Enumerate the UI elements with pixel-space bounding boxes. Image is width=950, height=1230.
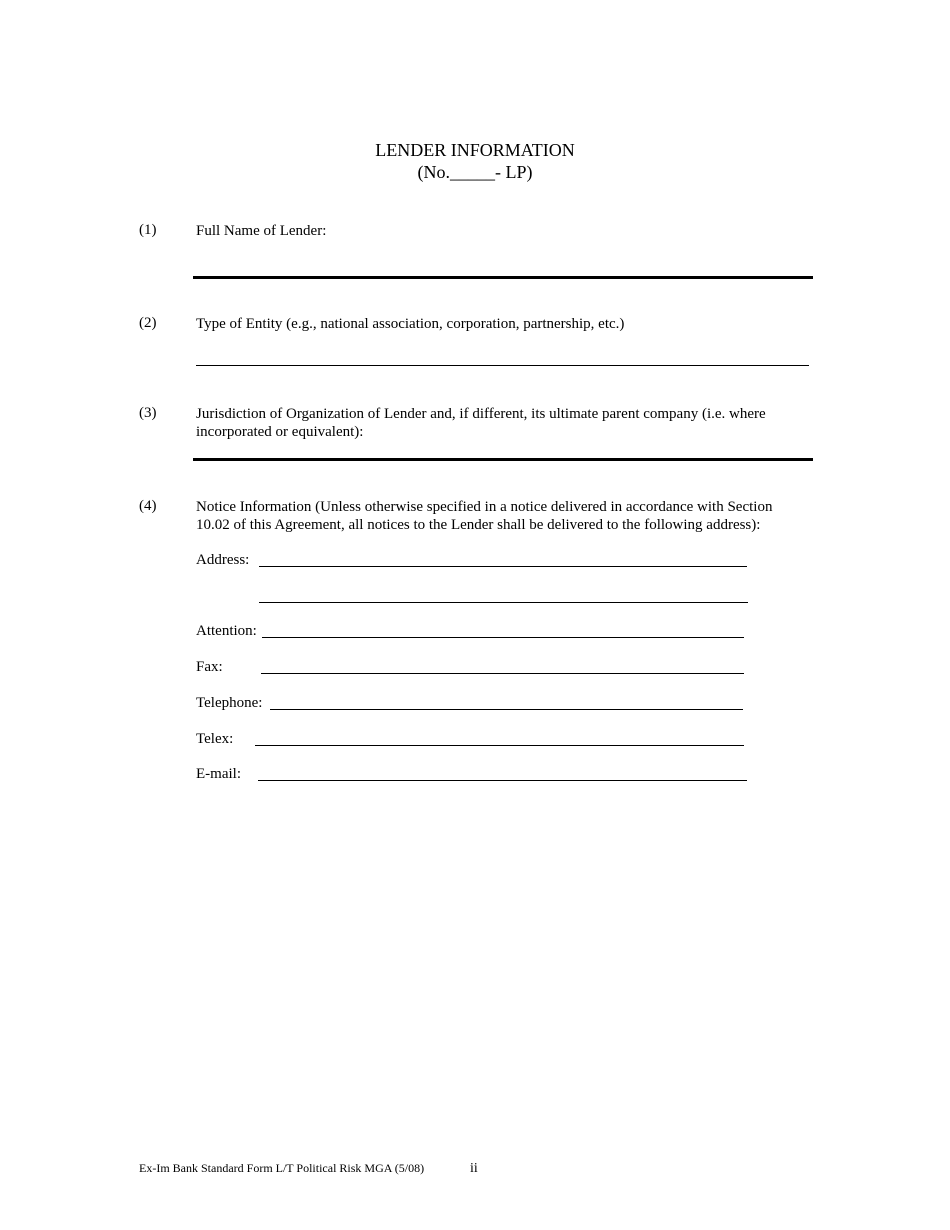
footer-form-name: Ex-Im Bank Standard Form L/T Political Risk MGA (5/08) (139, 1161, 425, 1175)
address-line-1[interactable] (259, 566, 747, 567)
attention-label: Attention: (196, 623, 257, 639)
document-number: (No._____- LP) (417, 162, 533, 182)
fax-line[interactable] (261, 673, 744, 674)
section-3-label: Jurisdiction of Organization of Lender and, if different, its ultimate parent company (i.e. where incorporated or equivalent): (196, 406, 766, 440)
section-4-number: (4) (139, 498, 157, 514)
telephone-label: Telephone: (196, 695, 263, 711)
section-1-label: Full Name of Lender: (196, 223, 327, 239)
attention-line[interactable] (262, 637, 744, 638)
email-label: E-mail: (196, 766, 241, 782)
telex-label: Telex: (196, 731, 234, 747)
telephone-line[interactable] (270, 709, 743, 710)
address-line-2[interactable] (259, 602, 748, 603)
entity-type-line[interactable] (196, 365, 809, 366)
section-2-label: Type of Entity (e.g., national association, corporation, partnership, etc.) (196, 316, 625, 332)
lender-name-line[interactable] (193, 276, 813, 279)
section-3-number: (3) (139, 405, 157, 421)
jurisdiction-line[interactable] (193, 458, 813, 461)
section-1-number: (1) (139, 222, 157, 238)
document-title: LENDER INFORMATION (375, 140, 575, 160)
telex-line[interactable] (255, 745, 744, 746)
page-number: ii (470, 1161, 478, 1176)
section-4-label: Notice Information (Unless otherwise specified in a notice delivered in accordance with Section 10.02 of this Agreement, all notices to the Lender shall be delivered to the following address): (196, 499, 773, 533)
section-2-number: (2) (139, 315, 157, 331)
fax-label: Fax: (196, 659, 223, 675)
email-line[interactable] (258, 780, 747, 781)
address-label: Address: (196, 552, 250, 568)
